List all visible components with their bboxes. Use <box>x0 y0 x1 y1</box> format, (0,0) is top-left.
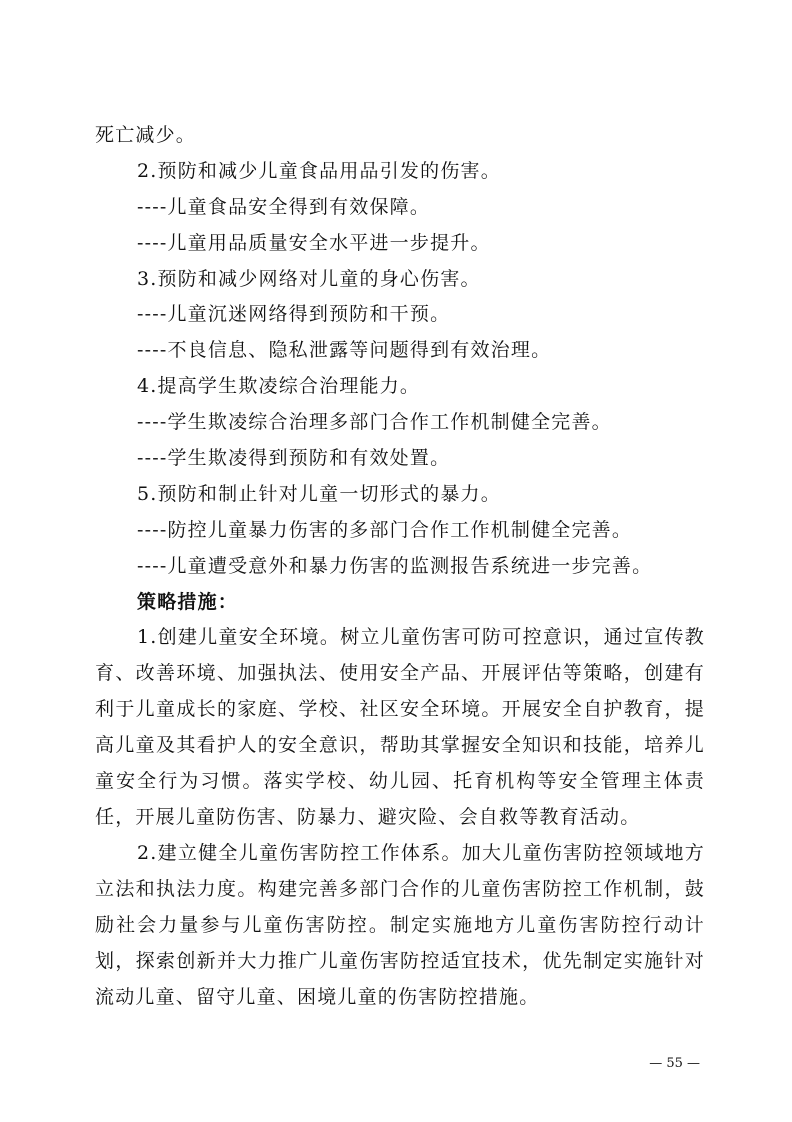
strategy-paragraph-2: 2.建立健全儿童伤害防控工作体系。加大儿童伤害防控领域地方立法和执法力度。构建完善多部门合作的儿童伤害防控工作机制，鼓励社会力量参与儿童伤害防控。制定实施地方儿童伤害防控行动计划，探索创新并大力推广儿童伤害防控适宜技术，优先制定实施针对流动儿童、留守儿童、困境儿童的伤害防控措施。 <box>95 841 705 1008</box>
goal-sub-item: ----儿童遭受意外和暴力伤害的监测报告系统进一步完善。 <box>137 554 653 577</box>
goal-sub-item: ----学生欺凌综合治理多部门合作工作机制健全完善。 <box>137 411 612 434</box>
page-number: — 55 — <box>649 1056 700 1071</box>
text-line: 死亡减少。 <box>95 124 197 146</box>
goal-item-4: 4.提高学生欺凌综合治理能力。 <box>137 375 421 398</box>
goal-item-2: 2.预防和减少儿童食品用品引发的伤害。 <box>137 159 501 182</box>
goal-sub-item: ----儿童沉迷网络得到预防和干预。 <box>137 303 451 326</box>
goal-item-5: 5.预防和制止针对儿童一切形式的暴力。 <box>137 482 501 505</box>
goal-sub-item: ----儿童用品质量安全水平进一步提升。 <box>137 231 491 254</box>
section-heading: 策略措施： <box>137 590 239 613</box>
body-text <box>95 118 705 1015</box>
goal-sub-item: ----防控儿童暴力伤害的多部门合作工作机制健全完善。 <box>137 518 633 541</box>
goal-sub-item: ----儿童食品安全得到有效保障。 <box>137 195 431 218</box>
goal-sub-item: ----不良信息、隐私泄露等问题得到有效治理。 <box>137 339 552 362</box>
goal-sub-item: ----学生欺凌得到预防和有效处置。 <box>137 447 451 470</box>
strategy-paragraph-1: 1.创建儿童安全环境。树立儿童伤害可防可控意识，通过宣传教育、改善环境、加强执法、使用安全产品、开展评估等策略，创建有利于儿童成长的家庭、学校、社区安全环境。开展安全自护教育，提高儿童及其看护人的安全意识，帮助其掌握安全知识和技能，培养儿童安全行为习惯。落实学校、幼儿园、托育机构等安全管理主体责任，开展儿童防伤害、防暴力、避灾险、会自救等教育活动。 <box>95 626 705 828</box>
goal-item-3: 3.预防和减少网络对儿童的身心伤害。 <box>137 267 481 290</box>
